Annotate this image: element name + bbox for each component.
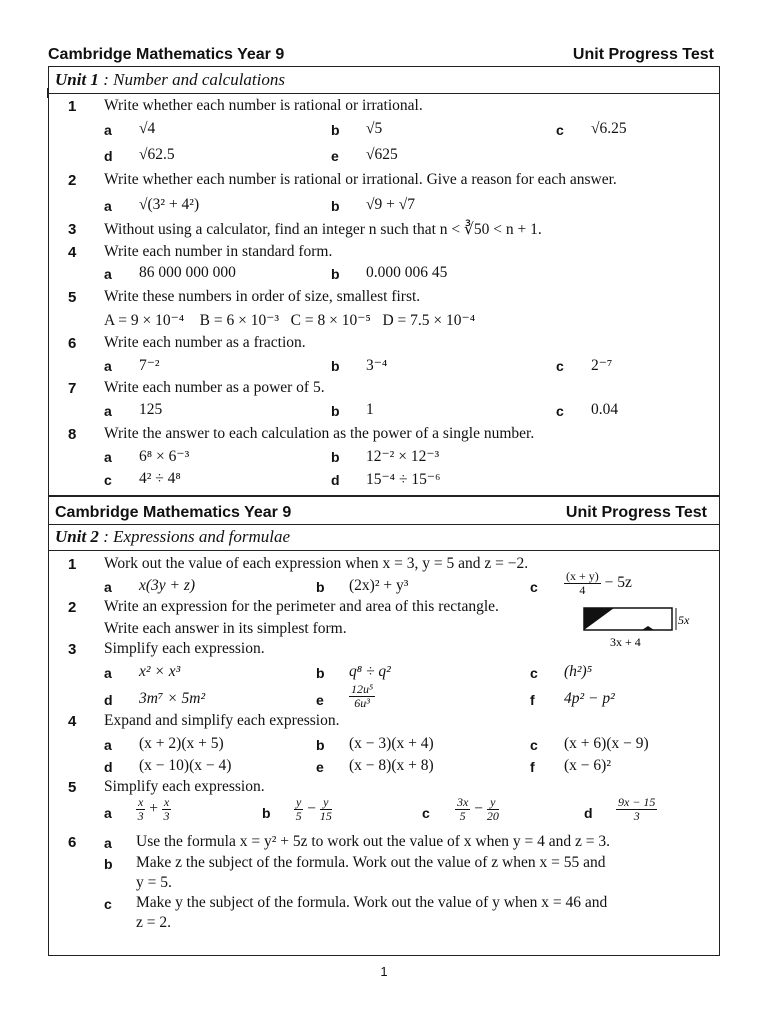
part-letter: a	[104, 805, 112, 821]
answer-expr: (x − 8)(x + 8)	[349, 757, 434, 774]
part-letter: d	[584, 805, 593, 821]
fraction-denominator: 15	[319, 809, 332, 823]
fraction-denominator: 5	[459, 809, 466, 823]
part-letter: a	[104, 449, 112, 465]
part-letter: e	[316, 759, 324, 775]
section1-header	[48, 46, 720, 64]
fraction-numerator: y	[320, 796, 332, 810]
question-text: Use the formula x = y² + 5z to work out the value of x when y = 4 and z = 3.	[136, 833, 610, 850]
operator: −	[307, 800, 316, 818]
part-letter: b	[104, 856, 113, 872]
question-text: Write an expression for the perimeter and area of this rectangle.	[104, 598, 499, 615]
answer-expr: (x − 6)²	[564, 757, 611, 774]
fraction	[616, 796, 657, 823]
q-number: 8	[68, 426, 77, 443]
answer-expr: 0.04	[591, 401, 619, 418]
answer-expr: 1	[366, 401, 374, 418]
answer-expr: (x − 10)(x − 4)	[139, 757, 232, 774]
q-number: 5	[68, 779, 77, 796]
fraction-denominator: 3	[163, 809, 170, 823]
answer-expr: (2x)² + y³	[349, 577, 409, 594]
part-letter: a	[104, 122, 112, 138]
q-number: 2	[68, 172, 77, 189]
fraction-numerator: (x + y)	[566, 569, 599, 583]
fraction-denominator: 5	[295, 809, 302, 823]
answer-expr	[616, 796, 657, 823]
part-letter: c	[104, 896, 112, 912]
question-text: Write each answer in its simplest form.	[104, 620, 347, 637]
answer-expr	[136, 796, 171, 823]
unit1-divider	[49, 93, 719, 94]
fraction-numerator: y	[487, 796, 499, 810]
fraction	[349, 683, 375, 710]
part-letter: b	[262, 805, 271, 821]
answer-expr: (x + 2)(x + 5)	[139, 735, 224, 752]
answer-expr: 86 000 000 000	[139, 264, 236, 281]
unit1-label: Unit 1	[55, 70, 99, 89]
part-letter: e	[331, 148, 339, 164]
answer-expr: 0.000 006 45	[366, 264, 448, 281]
answer-expr: (x − 3)(x + 4)	[349, 735, 434, 752]
answer-expr: 12⁻² × 12⁻³	[366, 448, 440, 465]
part-letter: b	[331, 449, 340, 465]
answer-expr: √6.25	[591, 120, 627, 137]
unit2-heading	[55, 527, 290, 547]
question-text: Write the answer to each calculation as the power of a single number.	[104, 425, 535, 442]
part-letter: a	[104, 198, 112, 214]
fraction-denominator: 20	[486, 809, 499, 823]
part-letter: b	[331, 403, 340, 419]
test-title: Unit Progress Test	[565, 504, 707, 521]
answer-expr: 2⁻⁷	[591, 357, 613, 374]
part-letter: c	[530, 579, 538, 595]
q-number: 4	[68, 713, 77, 730]
part-letter: a	[104, 579, 112, 595]
question-text: Make y the subject of the formula. Work out the value of y when x = 46 and	[136, 894, 608, 911]
answer-expr: q⁸ ÷ q²	[349, 663, 391, 680]
question-text: Write whether each number is rational or irrational.	[104, 97, 423, 114]
part-letter: c	[530, 665, 538, 681]
part-letter: c	[422, 805, 430, 821]
fraction	[487, 796, 499, 823]
unit2-top-divider	[49, 524, 719, 525]
q-number: 1	[68, 98, 77, 115]
answer-expr	[564, 570, 632, 597]
part-letter: a	[104, 358, 112, 374]
answer-expr: 3m⁷ × 5m²	[139, 690, 206, 707]
height-label: 5x	[678, 613, 690, 627]
part-letter: a	[104, 835, 112, 851]
fraction-numerator: 3x	[457, 795, 469, 809]
answer-expr: √62.5	[139, 146, 175, 163]
fraction-numerator: x	[163, 795, 170, 809]
answer-expr: 6⁸ × 6⁻³	[139, 448, 190, 465]
fraction	[320, 796, 332, 823]
part-letter: b	[316, 737, 325, 753]
part-letter: f	[530, 759, 535, 775]
q-number: 2	[68, 599, 77, 616]
part-letter: b	[331, 198, 340, 214]
unit2-label: Unit 2	[55, 527, 99, 546]
rectangle-diagram	[580, 604, 690, 652]
answer-expr: √4	[139, 120, 156, 137]
fraction-numerator: 9x − 15	[618, 795, 656, 809]
fraction	[136, 796, 145, 823]
part-letter: d	[331, 472, 340, 488]
section2-header	[55, 504, 707, 522]
part-letter: c	[556, 358, 564, 374]
part-letter: f	[530, 692, 535, 708]
answer-expr	[455, 796, 499, 823]
fraction-numerator: y	[296, 795, 302, 809]
question-text: z = 2.	[136, 914, 171, 931]
question-text: Write each number as a fraction.	[104, 334, 306, 351]
question-text: Write these numbers in order of size, smallest first.	[104, 288, 421, 305]
course-title: Cambridge Mathematics Year 9	[55, 504, 292, 521]
part-letter: b	[331, 122, 340, 138]
answer-expr	[294, 796, 332, 823]
answer-expr: 3⁻⁴	[366, 357, 388, 374]
fraction	[162, 796, 171, 823]
part-letter: b	[331, 358, 340, 374]
operator: −	[474, 800, 483, 818]
fraction	[294, 796, 303, 823]
unit1-heading	[55, 70, 285, 90]
answer-expr: x(3y + z)	[139, 577, 196, 594]
page-number: 1	[380, 964, 388, 979]
part-letter: c	[556, 122, 564, 138]
question-text: y = 5.	[136, 874, 172, 891]
fraction-denominator: 3	[633, 809, 640, 823]
answer-expr: 15⁻⁴ ÷ 15⁻⁶	[366, 471, 441, 488]
question-text: Simplify each expression.	[104, 640, 265, 657]
unit2-divider	[49, 550, 719, 551]
q-number: 6	[68, 834, 77, 851]
q-number: 3	[68, 221, 77, 238]
part-letter: b	[316, 579, 325, 595]
expr-rest: − 5z	[600, 574, 632, 592]
question-text: Make z the subject of the formula. Work out the value of z when x = 55 and	[136, 854, 606, 871]
answer-expr: √9 + √7	[366, 196, 416, 213]
question-text: Write each number in standard form.	[104, 243, 333, 260]
question-text: Expand and simplify each expression.	[104, 712, 340, 729]
part-letter: b	[316, 665, 325, 681]
part-letter: a	[104, 665, 112, 681]
test-title: Unit Progress Test	[572, 46, 714, 63]
values-list: A = 9 × 10⁻⁴ B = 6 × 10⁻³ C = 8 × 10⁻⁵ D = 7.5 × 10⁻⁴	[104, 312, 476, 329]
question-text: Simplify each expression.	[104, 778, 265, 795]
fraction-denominator: 6u³	[354, 696, 370, 710]
part-letter: c	[556, 403, 564, 419]
q-number: 7	[68, 380, 77, 397]
part-letter: b	[331, 266, 340, 282]
q-number: 3	[68, 641, 77, 658]
answer-expr: 7⁻²	[139, 357, 160, 374]
part-letter: a	[104, 266, 112, 282]
part-letter: e	[316, 692, 324, 708]
answer-expr	[349, 683, 375, 710]
answer-expr: 125	[139, 401, 163, 418]
part-letter: c	[104, 472, 112, 488]
q-number: 6	[68, 335, 77, 352]
unit1-title: : Number and calculations	[103, 70, 285, 89]
part-letter: d	[104, 148, 113, 164]
answer-expr: x² × x³	[139, 663, 181, 680]
part-letter: a	[104, 403, 112, 419]
unit2-title: : Expressions and formulae	[103, 527, 291, 546]
question-text: Work out the value of each expression when x = 3, y = 5 and z = −2.	[104, 555, 529, 572]
fraction	[455, 796, 470, 823]
width-label: 3x + 4	[610, 635, 641, 649]
q-number: 5	[68, 289, 77, 306]
answer-expr: (h²)⁵	[564, 663, 593, 680]
answer-expr: √625	[366, 146, 398, 163]
part-letter: d	[104, 692, 113, 708]
fraction-numerator: x	[138, 795, 144, 809]
q-number: 1	[68, 556, 77, 573]
part-letter: d	[104, 759, 113, 775]
operator: +	[149, 800, 158, 818]
fraction-denominator: 4	[579, 583, 586, 597]
question-text: Write each number as a power of 5.	[104, 379, 325, 396]
question-text: Write whether each number is rational or irrational. Give a reason for each answer.	[104, 171, 617, 188]
part-letter: a	[104, 737, 112, 753]
answer-expr: 4p² − p²	[564, 690, 615, 707]
answer-expr: (x + 6)(x − 9)	[564, 735, 649, 752]
course-title: Cambridge Mathematics Year 9	[48, 46, 285, 63]
fraction	[564, 570, 601, 597]
answer-expr: √(3² + 4²)	[139, 196, 200, 213]
fraction-denominator: 3	[137, 809, 144, 823]
part-letter: c	[530, 737, 538, 753]
answer-expr: 4² ÷ 4⁸	[139, 470, 181, 487]
q-number: 4	[68, 244, 77, 261]
question-text: Without using a calculator, find an integer n such that n < ∛50 < n + 1.	[104, 221, 542, 238]
answer-expr: √5	[366, 120, 383, 137]
fraction-numerator: 12u⁵	[351, 682, 374, 696]
